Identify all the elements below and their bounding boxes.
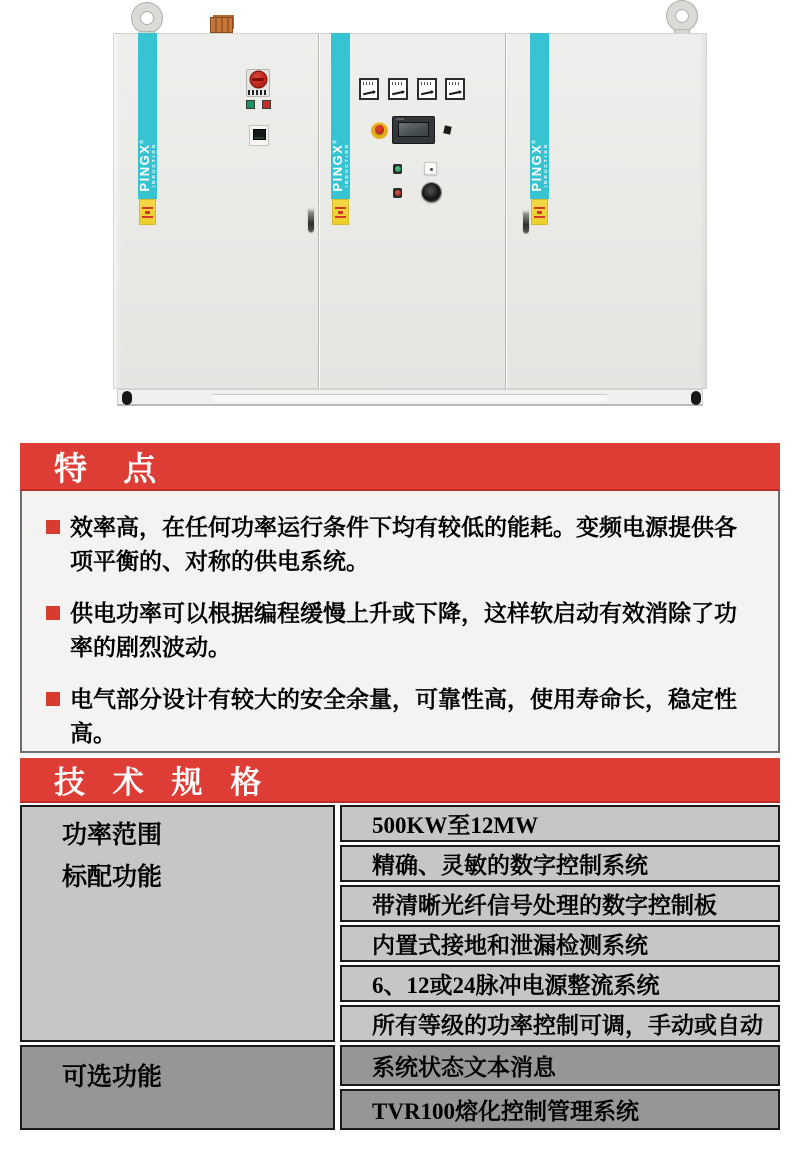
analog-meter-3: [417, 78, 437, 100]
spec-value: 精确、灵敏的数字控制系统: [372, 853, 648, 878]
key-switch: [424, 162, 437, 175]
control-knob: [422, 183, 441, 202]
brand-logo: PINGX® INDUCTION: [330, 138, 349, 192]
specs-header: [20, 758, 780, 803]
rotary-knob: [251, 72, 266, 87]
spec-label: 标配功能: [62, 864, 163, 891]
spec-row: [340, 885, 780, 922]
bullet-square-icon: [46, 606, 60, 620]
feature-text: 电气部分设计有较大的安全余量，可靠性高，使用寿命长，稳定性高。: [70, 687, 737, 746]
spec-table: [20, 805, 780, 1130]
spec-label: 功率范围: [62, 822, 163, 849]
spec-table-value-column: [340, 805, 780, 1130]
start-pushbutton: [246, 100, 255, 109]
eyebolt-ring: [667, 1, 697, 31]
rotary-scale: [248, 90, 268, 95]
spec-row: [340, 1089, 780, 1130]
cabinet-foot-right: [691, 391, 701, 405]
spec-row: [340, 1045, 780, 1086]
spec-row: [340, 1005, 780, 1042]
brand-stripe-right-door: [530, 33, 549, 199]
door-seam-right: [505, 33, 506, 389]
door-seam-left: [318, 33, 319, 389]
red-indicator-light: [393, 188, 402, 198]
hmi-screen: [398, 122, 429, 137]
brand-logo: PINGX® INDUCTION: [137, 138, 156, 192]
spec-row: [340, 805, 780, 842]
emergency-stop-button: [371, 122, 388, 139]
feature-item: [46, 511, 752, 579]
hmi-touchscreen: [392, 116, 435, 144]
eyebolt-ring: [132, 3, 162, 33]
standard-features-label-cell: [20, 805, 335, 1042]
analog-meter-4: [445, 78, 465, 100]
features-header: [20, 443, 780, 491]
spec-table-label-column: [20, 805, 335, 1130]
warning-label: [531, 199, 548, 225]
emergency-stop-cap: [375, 125, 384, 134]
main-disconnect-rotary-switch: [246, 69, 270, 97]
brand-logo: PINGX® INDUCTION: [529, 138, 548, 192]
door-handle-left: [308, 204, 314, 232]
lifting-eyebolt-right: [667, 1, 697, 37]
spec-value: 500KW至12MW: [372, 813, 539, 838]
spec-value: TVR100熔化控制管理系统: [372, 1099, 640, 1124]
hmi-brand-tag: [396, 118, 404, 120]
spec-value: 所有等级的功率控制可调，手动或自动: [372, 1013, 763, 1038]
door-handle-right: [523, 206, 529, 233]
brand-stripe-left-door: [138, 33, 157, 199]
warning-label: [332, 199, 349, 225]
optional-features-label-cell: [20, 1045, 335, 1130]
spec-row: [340, 965, 780, 1002]
feature-item: [46, 597, 752, 665]
copper-busbar-connector: [210, 17, 233, 33]
feature-text: 效率高，在任何功率运行条件下均有较低的能耗。变频电源提供各项平衡的、对称的供电系统。: [70, 515, 737, 574]
spec-row: [340, 845, 780, 882]
power-supply-cabinet: [113, 33, 707, 389]
spec-label: 可选功能: [62, 1064, 163, 1091]
spec-value: 内置式接地和泄漏检测系统: [372, 933, 648, 958]
bullet-square-icon: [46, 520, 60, 534]
cabinet-foot-left: [122, 391, 132, 405]
spec-row: [340, 925, 780, 962]
spec-value: 6、12或24脉冲电源整流系统: [372, 973, 660, 998]
specs-title: 技 术 规 格: [54, 765, 272, 800]
spec-value: 系统状态文本消息: [372, 1055, 556, 1080]
warning-label: [139, 199, 156, 225]
feature-item: [46, 683, 752, 751]
base-recess: [213, 394, 607, 401]
panel-meter-screen: [253, 129, 266, 140]
hmi-connector: [443, 125, 452, 134]
features-title: 特 点: [54, 451, 171, 488]
product-photo: [0, 0, 800, 443]
analog-meter-2: [388, 78, 408, 100]
green-indicator-light: [393, 164, 402, 174]
spec-value: 带清晰光纤信号处理的数字控制板: [372, 893, 717, 918]
brand-stripe-middle-door: [331, 33, 350, 199]
feature-text: 供电功率可以根据编程缓慢上升或下降，这样软启动有效消除了功率的剧烈波动。: [70, 601, 737, 660]
stop-pushbutton: [262, 100, 271, 109]
bullet-square-icon: [46, 692, 60, 706]
cabinet-base: [117, 389, 703, 406]
digital-panel-meter: [249, 125, 269, 146]
features-list: [20, 491, 780, 753]
analog-meter-1: [359, 78, 379, 100]
